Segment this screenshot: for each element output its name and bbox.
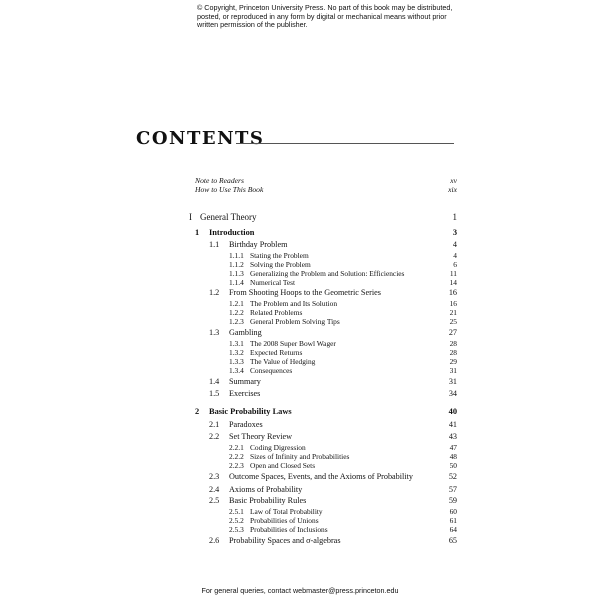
toc-entry-page: 34 [448, 389, 457, 398]
toc-entry-title: Solving the Problem [250, 260, 311, 269]
toc-entry-title: Set Theory Review [229, 432, 293, 441]
toc-entry-title: Basic Probability Laws [209, 407, 292, 416]
toc-entry-number: 2 [195, 407, 200, 416]
toc-entry-number: 2.1 [209, 420, 220, 429]
toc-entry-title: Sizes of Infinity and Probabilities [250, 452, 350, 461]
toc-entry-title: Probabilities of Unions [250, 516, 319, 525]
toc-entry-number: 1.1.2 [229, 260, 244, 269]
toc-entry-title: Gambling [229, 328, 262, 337]
toc-entry-title: Generalizing the Problem and Solution: Efficiencies [250, 269, 405, 278]
toc-entry-page: 57 [448, 485, 457, 494]
toc-entry-title: From Shooting Hoops to the Geometric Series [229, 288, 381, 297]
heading-rule [236, 143, 454, 144]
toc-entry-page: 16 [448, 288, 457, 297]
toc-entry-page: 65 [448, 536, 457, 545]
toc-entry-title: Probability Spaces and σ-algebras [229, 536, 341, 545]
toc-entry-title: Numerical Test [250, 278, 296, 287]
toc-entry-number: 1.2.1 [229, 299, 244, 308]
toc-entry-title: Coding Digression [250, 443, 306, 452]
toc-entry-title: Consequences [250, 366, 293, 375]
toc-entry-title: Related Problems [250, 308, 303, 317]
toc-entry-page: 50 [449, 461, 457, 470]
toc-entry-number: 2.5.1 [229, 507, 244, 516]
toc-entry-page: 11 [449, 269, 457, 278]
toc-entry-number: 1.3 [209, 328, 220, 337]
toc-entry-page: 47 [449, 443, 457, 452]
toc-entry-page: 27 [448, 328, 457, 337]
toc-entry-number: 2.5.3 [229, 525, 244, 534]
toc-entry-page: 41 [448, 420, 457, 429]
toc-entry-page: 21 [449, 308, 457, 317]
toc-entry-number: 1.3.1 [229, 339, 244, 348]
footer-contact: For general queries, contact webmaster@press.princeton.edu [201, 586, 399, 595]
toc-entry-number: 2.2.3 [229, 461, 244, 470]
toc-entry-page: 31 [449, 366, 457, 375]
toc-entry-page: 29 [449, 357, 457, 366]
toc-entry-page: 40 [448, 407, 457, 416]
toc-entry-title: Open and Closed Sets [250, 461, 316, 470]
toc-entry-page: 3 [452, 228, 457, 237]
toc-entry-page: xv [450, 176, 457, 185]
toc-entry-number: 1.5 [209, 389, 220, 398]
toc-entry-title: The 2008 Super Bowl Wager [250, 339, 336, 348]
toc-entry-number: 2.6 [209, 536, 220, 545]
toc-entry-number: 1.1 [209, 240, 220, 249]
toc-entry-title: Probabilities of Inclusions [250, 525, 328, 534]
toc-entry-page: 4 [452, 240, 457, 249]
toc-entry-page: 1 [452, 212, 457, 222]
toc-entry-number: 1.1.1 [229, 251, 244, 260]
toc-entry-title: Introduction [209, 228, 255, 237]
toc-entry-number: 1.3.3 [229, 357, 244, 366]
toc-entry-number: 2.5.2 [229, 516, 244, 525]
toc-entry-number: 1.3.4 [229, 366, 244, 375]
toc-entry-title: Axioms of Probability [229, 485, 303, 494]
toc-entry-page: 60 [449, 507, 457, 516]
toc-entry-page: 43 [448, 432, 457, 441]
toc-entry-page: 28 [449, 348, 457, 357]
toc-entry-title: Expected Returns [250, 348, 303, 357]
toc-entry-title: General Theory [200, 212, 257, 222]
toc-entry-number: 2.2.2 [229, 452, 244, 461]
toc-entry-title: Exercises [229, 389, 261, 398]
toc-entry-number: 2.2 [209, 432, 220, 441]
toc-entry-page: xix [448, 185, 457, 194]
toc-entry-page: 61 [449, 516, 457, 525]
toc-entry-number: 2.4 [209, 485, 220, 494]
contents-heading: CONTENTS [136, 128, 265, 149]
toc-entry-title: Birthday Problem [229, 240, 288, 249]
toc-entry-title: How to Use This Book [195, 185, 264, 194]
toc-entry-number: 1.2 [209, 288, 220, 297]
toc-entry-page: 59 [448, 496, 457, 505]
toc-entry-page: 48 [449, 452, 457, 461]
toc-entry-title: Outcome Spaces, Events, and the Axioms of Probability [229, 472, 413, 481]
toc-entry-number: 2.3 [209, 472, 220, 481]
toc-entry-number: 1.3.2 [229, 348, 244, 357]
toc-entry-title: Paradoxes [229, 420, 263, 429]
toc-entry-number: 1.4 [209, 377, 220, 386]
toc-entry-page: 6 [453, 260, 457, 269]
toc-entry-title: Summary [229, 377, 261, 386]
toc-entry-title: The Problem and Its Solution [250, 299, 338, 308]
toc-entry-number: I [189, 212, 192, 222]
toc-entry-page: 31 [448, 377, 457, 386]
toc-entry-number: 1.1.3 [229, 269, 244, 278]
toc-entry-page: 28 [449, 339, 457, 348]
toc-entry-title: Note to Readers [195, 176, 244, 185]
toc-entry-number: 2.5 [209, 496, 220, 505]
toc-entry-number: 1.1.4 [229, 278, 244, 287]
toc-entry-title: Basic Probability Rules [229, 496, 307, 505]
toc-entry-page: 16 [449, 299, 457, 308]
toc-entry-title: General Problem Solving Tips [250, 317, 340, 326]
copyright-notice: © Copyright, Princeton University Press. No part of this book may be distributed, posted, or reproduced in any form by digital or mechanical means without prior written permission of the publisher. [197, 3, 453, 30]
toc-entry-number: 1 [195, 228, 200, 237]
toc-entry-page: 52 [448, 472, 457, 481]
toc-entry-title: Law of Total Probability [250, 507, 323, 516]
toc-entry-title: Stating the Problem [250, 251, 309, 260]
toc-entry-number: 1.2.3 [229, 317, 244, 326]
toc-entry-page: 4 [453, 251, 457, 260]
toc-entry-page: 64 [449, 525, 457, 534]
toc-entry-page: 25 [449, 317, 457, 326]
toc-entry-number: 2.2.1 [229, 443, 244, 452]
toc-entry-page: 14 [449, 278, 457, 287]
toc-entry-number: 1.2.2 [229, 308, 244, 317]
toc-entry-title: The Value of Hedging [250, 357, 316, 366]
